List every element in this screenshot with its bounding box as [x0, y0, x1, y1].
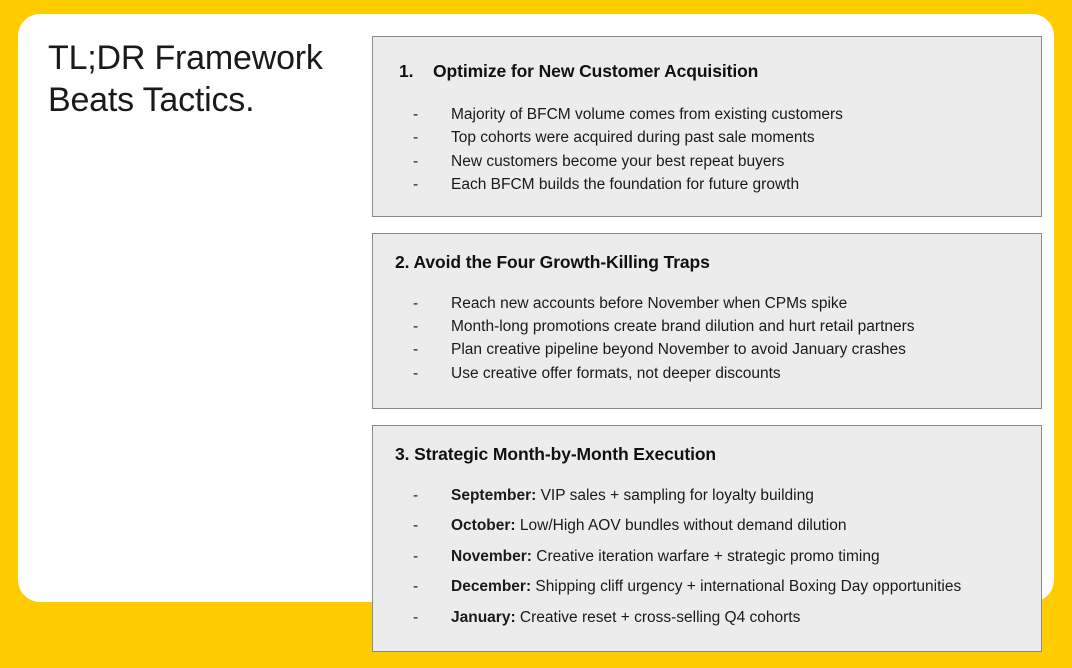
list-item: [413, 576, 1023, 597]
list-item: [413, 316, 1023, 337]
list-item: [413, 151, 1023, 172]
list-item: [413, 339, 1023, 360]
card-1-bullet-list: [391, 104, 1023, 196]
bullet-dash: -: [413, 578, 419, 596]
bullet-text: Each BFCM builds the foundation for future growth: [451, 176, 800, 194]
bullet-text: Shipping cliff urgency + international Boxing Day opportunities: [531, 578, 962, 596]
list-item: [413, 485, 1023, 506]
bullet-dash: -: [413, 341, 419, 359]
bullet-dash: -: [413, 487, 419, 504]
card-3-heading: 3. Strategic Month-by-Month Execution: [395, 444, 717, 464]
card-point-3: [372, 425, 1042, 652]
list-item: [413, 607, 1023, 628]
bullet-dash: -: [413, 152, 419, 170]
bullet-text: Top cohorts were acquired during past sale moments: [451, 129, 815, 147]
bullet-dash: -: [413, 106, 419, 123]
bullet-text: Reach new accounts before November when CPMs spike: [451, 294, 848, 312]
bullet-lead: October:: [451, 517, 516, 535]
card-3-bullet-list: [391, 485, 1023, 628]
bullet-dash: -: [413, 294, 419, 312]
list-item: [413, 363, 1023, 384]
cards-column: [372, 36, 1042, 668]
bullet-dash: -: [413, 364, 419, 382]
list-item: [413, 127, 1023, 148]
card-1-heading: [391, 61, 1023, 82]
card-point-1: [372, 36, 1042, 217]
card-1-heading-text: Optimize for New Customer Acquisition: [433, 61, 759, 81]
bullet-text: Majority of BFCM volume comes from existing customers: [451, 106, 843, 123]
bullet-text: Creative reset + cross-selling Q4 cohorts: [515, 608, 801, 626]
bullet-text: Use creative offer formats, not deeper discounts: [451, 364, 781, 382]
list-item: [413, 515, 1023, 536]
bullet-lead: November:: [451, 547, 532, 565]
bullet-lead: September:: [451, 487, 537, 504]
bullet-text: New customers become your best repeat buyers: [451, 152, 785, 170]
bullet-text: Creative iteration warfare + strategic promo timing: [531, 547, 880, 565]
list-item: [413, 104, 1023, 125]
bullet-text: Low/High AOV bundles without demand dilution: [515, 517, 847, 535]
bullet-text: VIP sales + sampling for loyalty building: [536, 487, 814, 504]
card-1-number: 1.: [399, 61, 414, 81]
bullet-dash: -: [413, 317, 419, 335]
bullet-dash: -: [413, 608, 419, 626]
bullet-dash: -: [413, 517, 419, 535]
bullet-text: Month-long promotions create brand dilution and hurt retail partners: [451, 317, 915, 335]
bullet-lead: December:: [451, 578, 532, 596]
bullet-lead: January:: [451, 608, 516, 626]
card-point-2: [372, 233, 1042, 410]
list-item: [413, 293, 1023, 314]
list-item: [413, 174, 1023, 195]
page-title: TL;DR Framework Beats Tactics.: [48, 39, 323, 119]
bullet-text: Plan creative pipeline beyond November to avoid January crashes: [451, 341, 906, 359]
bullet-dash: -: [413, 129, 419, 147]
bullet-dash: -: [413, 176, 419, 194]
card-2-bullet-list: [391, 293, 1023, 385]
bullet-dash: -: [413, 547, 419, 565]
slide-canvas: [18, 14, 1054, 626]
card-2-heading: 2. Avoid the Four Growth-Killing Traps: [395, 251, 710, 272]
list-item: [413, 546, 1023, 567]
